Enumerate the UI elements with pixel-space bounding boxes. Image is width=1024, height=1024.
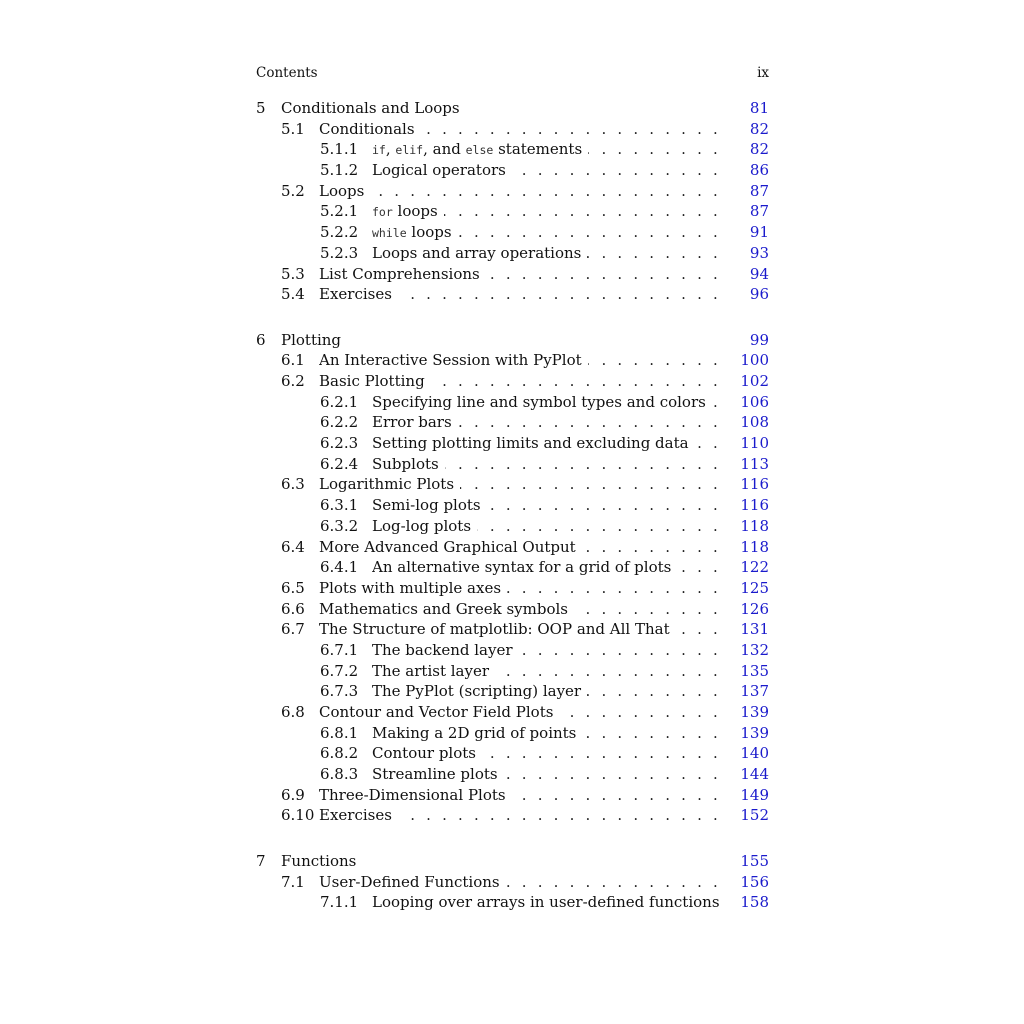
toc-subsection-entry[interactable] bbox=[256, 412, 769, 433]
entry-page-link[interactable]: 156 bbox=[740, 872, 769, 891]
entry-page-link[interactable]: 144 bbox=[740, 765, 769, 784]
entry-title-text: Logical operators bbox=[372, 161, 512, 179]
entry-page-link[interactable]: 131 bbox=[740, 620, 769, 639]
entry-title-text: Setting plotting limits and excluding data bbox=[372, 434, 695, 452]
entry-title[interactable] bbox=[319, 371, 725, 392]
title-fragment: loops bbox=[406, 223, 452, 242]
entry-page-link[interactable]: 122 bbox=[740, 558, 769, 577]
toc-section-entry[interactable] bbox=[256, 872, 769, 893]
entry-title-text: Exercises bbox=[319, 285, 398, 303]
entry-title[interactable] bbox=[319, 284, 725, 305]
entry-title-text bbox=[372, 140, 588, 158]
entry-number: 6.8.1 bbox=[320, 723, 359, 742]
entry-title-text: The artist layer bbox=[372, 662, 495, 680]
entry-number: 5.2.3 bbox=[320, 243, 359, 262]
entry-title-text: Mathematics and Greek symbols bbox=[319, 600, 574, 618]
entry-title[interactable] bbox=[319, 702, 725, 723]
toc-section-entry[interactable] bbox=[256, 619, 769, 640]
entry-title[interactable] bbox=[372, 640, 725, 661]
entry-number: 6.10 bbox=[281, 806, 315, 825]
entry-title[interactable] bbox=[372, 681, 725, 702]
toc-subsection-entry[interactable] bbox=[256, 222, 769, 243]
toc-section-entry[interactable] bbox=[256, 474, 769, 495]
entry-title[interactable] bbox=[319, 181, 725, 202]
entry-number: 5 bbox=[256, 99, 266, 117]
entry-title[interactable] bbox=[372, 892, 725, 913]
entry-number: 6.2.2 bbox=[320, 413, 359, 432]
entry-title[interactable] bbox=[372, 661, 725, 682]
entry-title-text: Loops bbox=[319, 182, 370, 200]
entry-title[interactable] bbox=[319, 805, 725, 826]
toc-chapter-entry[interactable] bbox=[256, 851, 769, 872]
entry-title-text: User-Defined Functions bbox=[319, 873, 506, 891]
entry-title[interactable] bbox=[372, 743, 725, 764]
toc-section-entry[interactable] bbox=[256, 599, 769, 620]
toc-section-entry[interactable] bbox=[256, 264, 769, 285]
entry-number: 6.2.3 bbox=[320, 434, 359, 453]
entry-number: 5.2 bbox=[281, 181, 305, 200]
entry-page-link[interactable]: 113 bbox=[740, 454, 769, 473]
toc-subsection-entry[interactable] bbox=[256, 454, 769, 475]
entry-title[interactable] bbox=[319, 785, 725, 806]
entry-page-link[interactable]: 82 bbox=[749, 119, 769, 138]
entry-number: 6.4 bbox=[281, 537, 305, 556]
toc-subsection-entry[interactable] bbox=[256, 201, 769, 222]
title-fragment: loops bbox=[392, 202, 438, 221]
entry-page-link[interactable]: 93 bbox=[749, 243, 769, 262]
entry-page-link[interactable]: 106 bbox=[740, 392, 769, 411]
code-keyword: if bbox=[372, 143, 386, 158]
entry-page-link[interactable]: 139 bbox=[740, 703, 769, 722]
entry-number: 6.7.2 bbox=[320, 661, 359, 680]
entry-number: 6.8 bbox=[281, 703, 305, 722]
entry-number: 6.5 bbox=[281, 578, 305, 597]
toc-subsection-entry[interactable] bbox=[256, 892, 769, 913]
entry-page-link[interactable]: 152 bbox=[740, 806, 769, 825]
entry-number: 6.4.1 bbox=[320, 558, 359, 577]
toc-section-entry[interactable] bbox=[256, 284, 769, 305]
entry-title[interactable] bbox=[319, 350, 725, 371]
entry-title[interactable] bbox=[372, 495, 725, 516]
chapter-block bbox=[256, 98, 769, 305]
entry-title-text: Contour and Vector Field Plots bbox=[319, 703, 559, 721]
code-keyword: while bbox=[372, 226, 407, 241]
entry-title[interactable] bbox=[372, 222, 725, 244]
toc-subsection-entry[interactable] bbox=[256, 743, 769, 764]
toc-chapter-entry[interactable] bbox=[256, 98, 769, 119]
entry-title-text: Plotting bbox=[281, 331, 347, 349]
entry-page-link[interactable]: 100 bbox=[740, 351, 769, 370]
entry-title[interactable] bbox=[319, 264, 725, 285]
entry-page-link[interactable]: 137 bbox=[740, 682, 769, 701]
entry-number: 7 bbox=[256, 851, 266, 870]
entry-title-text: Loops and array operations bbox=[372, 244, 587, 262]
entry-title[interactable] bbox=[372, 243, 725, 264]
entry-title-text: Error bars bbox=[372, 413, 458, 431]
entry-number: 5.1 bbox=[281, 119, 305, 138]
toc-subsection-entry[interactable] bbox=[256, 557, 769, 578]
entry-title[interactable] bbox=[372, 454, 725, 475]
toc-section-entry[interactable] bbox=[256, 119, 769, 140]
toc-subsection-entry[interactable] bbox=[256, 516, 769, 537]
entry-number: 5.1.2 bbox=[320, 161, 359, 180]
entry-title[interactable] bbox=[319, 599, 725, 620]
entry-number: 6.6 bbox=[281, 599, 305, 618]
entry-number: 6.2.4 bbox=[320, 454, 359, 473]
entry-page-link[interactable]: 118 bbox=[740, 537, 769, 556]
entry-page-link[interactable]: 110 bbox=[740, 434, 769, 453]
entry-page-link[interactable]: 91 bbox=[749, 223, 769, 242]
entry-title[interactable] bbox=[319, 474, 725, 495]
entry-title-text: An Interactive Session with PyPlot bbox=[319, 351, 588, 369]
toc-section-entry[interactable] bbox=[256, 805, 769, 826]
title-fragment: , bbox=[385, 140, 396, 159]
entry-title[interactable] bbox=[372, 412, 725, 433]
toc-subsection-entry[interactable] bbox=[256, 139, 769, 160]
entry-number: 6.7.3 bbox=[320, 682, 359, 701]
entry-title-text: Specifying line and symbol types and colors bbox=[372, 393, 712, 411]
entry-page-link[interactable]: 140 bbox=[740, 744, 769, 763]
toc-subsection-entry[interactable] bbox=[256, 160, 769, 181]
entry-title[interactable] bbox=[281, 98, 725, 119]
entry-page-link[interactable]: 108 bbox=[740, 413, 769, 432]
entry-number: 6 bbox=[256, 330, 266, 349]
toc-subsection-entry[interactable] bbox=[256, 723, 769, 744]
toc-subsection-entry[interactable] bbox=[256, 764, 769, 785]
entry-title-text: More Advanced Graphical Output bbox=[319, 538, 582, 556]
chapter-block bbox=[256, 330, 769, 827]
entry-title-text: Logarithmic Plots bbox=[319, 475, 460, 493]
toc-section-entry[interactable] bbox=[256, 785, 769, 806]
entry-page-link[interactable]: 86 bbox=[749, 161, 769, 180]
code-keyword: for bbox=[372, 205, 393, 220]
entry-title-text: Making a 2D grid of points bbox=[372, 724, 582, 742]
running-header bbox=[256, 65, 769, 85]
entry-page-link[interactable]: 132 bbox=[740, 640, 769, 659]
entry-title[interactable] bbox=[372, 433, 725, 454]
entry-title[interactable] bbox=[319, 872, 725, 893]
entry-page-link[interactable]: 94 bbox=[749, 264, 769, 283]
entry-page-link[interactable]: 82 bbox=[749, 140, 769, 159]
entry-page-link[interactable]: 139 bbox=[740, 723, 769, 742]
entry-title-text: Three-Dimensional Plots bbox=[319, 786, 512, 804]
entry-number: 6.1 bbox=[281, 351, 305, 370]
entry-title[interactable] bbox=[372, 723, 725, 744]
entry-title[interactable] bbox=[372, 557, 725, 578]
code-keyword: elif bbox=[395, 143, 424, 158]
entry-number: 5.3 bbox=[281, 264, 305, 283]
entry-page-link[interactable]: 87 bbox=[749, 202, 769, 221]
entry-title[interactable] bbox=[372, 160, 725, 181]
entry-title-text: Functions bbox=[281, 852, 362, 870]
entry-page-link[interactable]: 125 bbox=[740, 578, 769, 597]
entry-page-link[interactable]: 126 bbox=[740, 599, 769, 618]
table-of-contents bbox=[256, 98, 769, 938]
entry-title[interactable] bbox=[319, 537, 725, 558]
entry-title-text: Streamline plots bbox=[372, 765, 504, 783]
title-fragment: , and bbox=[423, 140, 466, 159]
entry-number: 6.9 bbox=[281, 785, 305, 804]
toc-subsection-entry[interactable] bbox=[256, 661, 769, 682]
entry-title[interactable] bbox=[372, 201, 725, 223]
entry-title-text: Looping over arrays in user-defined functions bbox=[372, 893, 725, 911]
entry-number: 6.8.3 bbox=[320, 765, 359, 784]
entry-page-link[interactable]: 81 bbox=[749, 99, 769, 117]
entry-title-text: Contour plots bbox=[372, 744, 482, 762]
header-page-number: ix bbox=[757, 65, 769, 81]
toc-subsection-entry[interactable] bbox=[256, 681, 769, 702]
toc-section-entry[interactable] bbox=[256, 350, 769, 371]
entry-page-link[interactable]: 87 bbox=[749, 181, 769, 200]
toc-section-entry[interactable] bbox=[256, 702, 769, 723]
entry-title-text: Exercises bbox=[319, 806, 398, 824]
title-fragment: statements bbox=[493, 140, 583, 159]
entry-page-link[interactable]: 96 bbox=[749, 285, 769, 304]
entry-title[interactable] bbox=[372, 392, 725, 413]
toc-subsection-entry[interactable] bbox=[256, 495, 769, 516]
entry-title-text bbox=[372, 223, 458, 241]
entry-number: 7.1.1 bbox=[320, 893, 359, 912]
toc-subsection-entry[interactable] bbox=[256, 640, 769, 661]
toc-chapter-entry[interactable] bbox=[256, 330, 769, 351]
entry-number: 6.7.1 bbox=[320, 640, 359, 659]
chapter-block bbox=[256, 851, 769, 913]
entry-page-link[interactable]: 102 bbox=[740, 372, 769, 391]
entry-title-text: Plots with multiple axes bbox=[319, 579, 507, 597]
toc-subsection-entry[interactable] bbox=[256, 433, 769, 454]
toc-section-entry[interactable] bbox=[256, 537, 769, 558]
entry-title-text: Subplots bbox=[372, 455, 445, 473]
entry-page-link[interactable]: 158 bbox=[740, 893, 769, 912]
entry-title-text: The PyPlot (scripting) layer bbox=[372, 682, 587, 700]
entry-title-text: The backend layer bbox=[372, 641, 519, 659]
entry-title[interactable] bbox=[372, 764, 725, 785]
entry-title[interactable] bbox=[319, 119, 725, 140]
entry-title[interactable] bbox=[319, 619, 725, 640]
entry-title-text bbox=[372, 202, 444, 220]
entry-title-text: Conditionals bbox=[319, 120, 421, 138]
entry-title-text: The Structure of matplotlib: OOP and All That bbox=[319, 620, 676, 638]
entry-title-text: Log-log plots bbox=[372, 517, 477, 535]
entry-page-link[interactable]: 99 bbox=[749, 330, 769, 349]
toc-section-entry[interactable] bbox=[256, 578, 769, 599]
entry-number: 6.2 bbox=[281, 372, 305, 391]
entry-title-text: Conditionals and Loops bbox=[281, 99, 466, 117]
entry-number: 6.3 bbox=[281, 475, 305, 494]
entry-number: 6.2.1 bbox=[320, 392, 359, 411]
entry-page-link[interactable]: 149 bbox=[740, 785, 769, 804]
header-section-title: Contents bbox=[256, 65, 318, 81]
entry-title[interactable] bbox=[281, 851, 725, 872]
entry-title[interactable] bbox=[319, 578, 725, 599]
toc-subsection-entry[interactable] bbox=[256, 243, 769, 264]
code-keyword: else bbox=[465, 143, 494, 158]
entry-page-link[interactable]: 118 bbox=[740, 516, 769, 535]
entry-title-text: List Comprehensions bbox=[319, 265, 486, 283]
toc-section-entry[interactable] bbox=[256, 371, 769, 392]
entry-number: 6.3.1 bbox=[320, 496, 359, 515]
entry-number: 6.8.2 bbox=[320, 744, 359, 763]
entry-number: 6.7 bbox=[281, 620, 305, 639]
entry-number: 7.1 bbox=[281, 872, 305, 891]
entry-title[interactable] bbox=[372, 139, 725, 161]
entry-page-link[interactable]: 135 bbox=[740, 661, 769, 680]
entry-title-text: Basic Plotting bbox=[319, 372, 431, 390]
entry-title-text: Semi-log plots bbox=[372, 496, 487, 514]
toc-subsection-entry[interactable] bbox=[256, 392, 769, 413]
toc-section-entry[interactable] bbox=[256, 181, 769, 202]
entry-number: 5.2.1 bbox=[320, 202, 359, 221]
entry-number: 5.4 bbox=[281, 285, 305, 304]
entry-number: 5.1.1 bbox=[320, 140, 359, 159]
entry-number: 5.2.2 bbox=[320, 223, 359, 242]
entry-page-link[interactable]: 155 bbox=[740, 851, 769, 870]
entry-title-text: An alternative syntax for a grid of plots bbox=[372, 558, 677, 576]
entry-title[interactable] bbox=[281, 330, 725, 351]
entry-page-link[interactable]: 116 bbox=[740, 475, 769, 494]
entry-page-link[interactable]: 116 bbox=[740, 496, 769, 515]
entry-title[interactable] bbox=[372, 516, 725, 537]
entry-number: 6.3.2 bbox=[320, 516, 359, 535]
